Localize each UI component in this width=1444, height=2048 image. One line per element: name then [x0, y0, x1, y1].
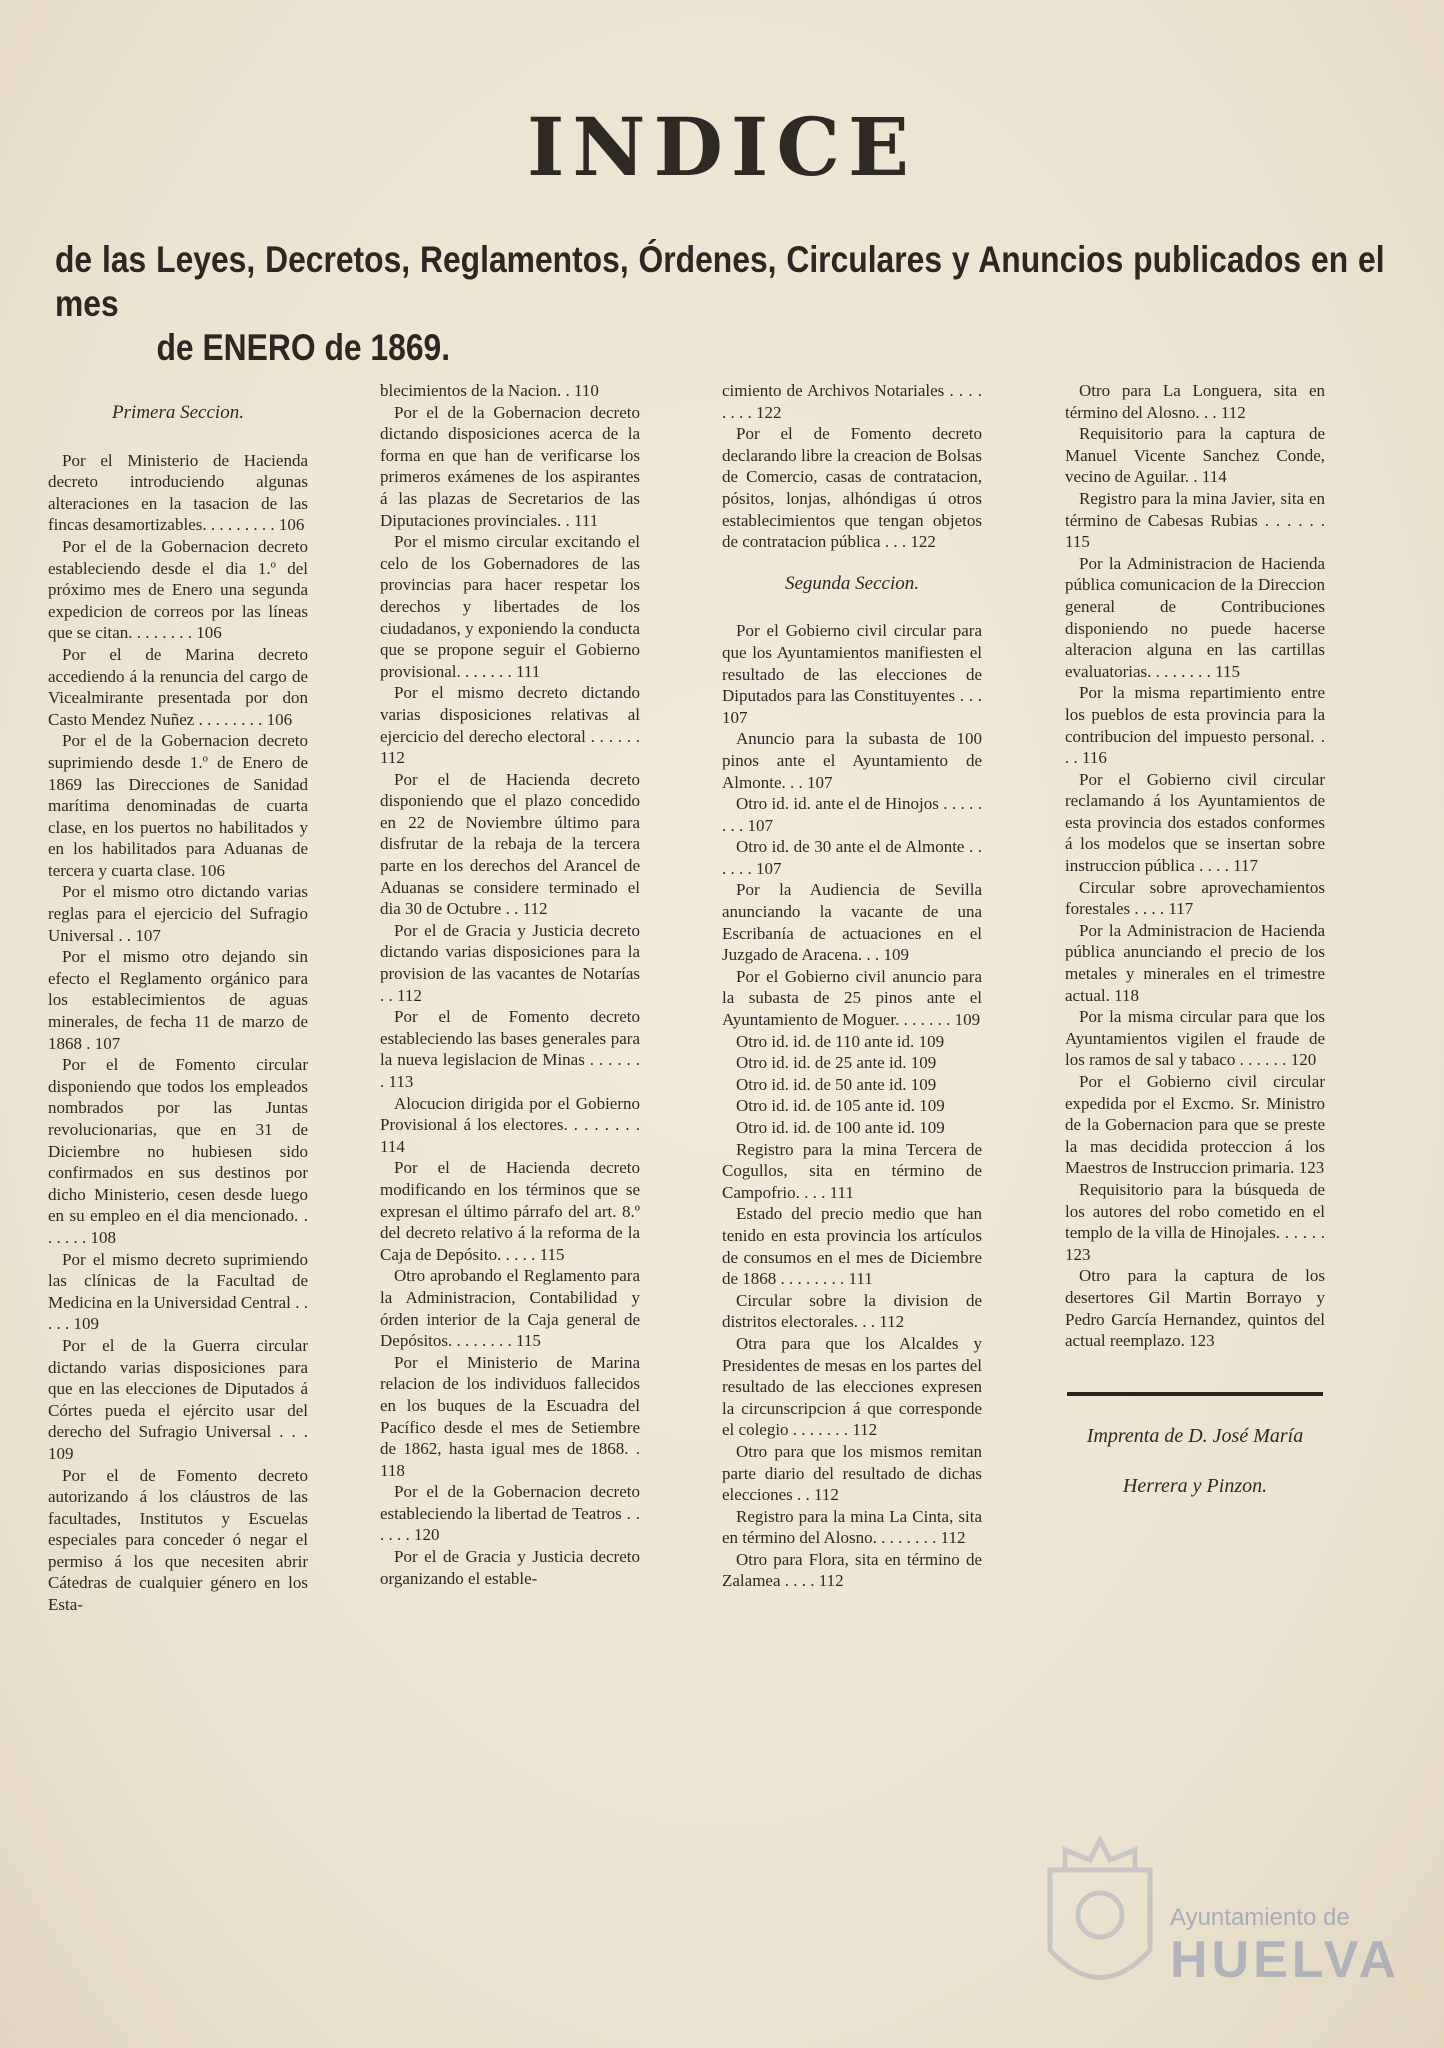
- index-entry: [1065, 1179, 1325, 1265]
- entry-page-number: 109: [919, 1096, 945, 1116]
- column-2: [380, 380, 640, 1589]
- entry-text: blecimientos de la Nacion. .: [380, 381, 570, 400]
- entry-text: Por el Gobierno civil circular para que los Ayuntamientos manifiesten el resultado de las elecciones de Diputados para las Constituyentes . . .: [722, 621, 982, 706]
- entry-page-number: 117: [1168, 899, 1194, 919]
- entry-page-number: 109: [919, 1118, 945, 1137]
- index-entry: [380, 1352, 640, 1482]
- entry-text: Por la misma repartimiento entre los pueblos de esta provincia para la contribucion del impuesto personal. . . .: [1065, 683, 1325, 768]
- entry-text: Estado del precio medio que han tenido en esta provincia los artículos de consumos en el mes de Diciembre de 1868 . . . . . . . .: [722, 1204, 982, 1289]
- entries-col-3a: [722, 380, 982, 553]
- index-entry: [722, 620, 982, 728]
- entry-text: Otro para la captura de los desertores Gil Martin Borrayo y Pedro García Hernandez, quintos del actual reemplazo.: [1065, 1266, 1325, 1351]
- index-entry: [1065, 1265, 1325, 1351]
- entry-page-number: 109: [883, 945, 909, 965]
- entry-page-number: 109: [954, 1010, 981, 1030]
- entry-page-number: 114: [1201, 467, 1227, 487]
- entry-page-number: 106: [196, 623, 222, 643]
- entry-page-number: 109: [910, 1074, 937, 1094]
- entry-page-number: 110: [574, 381, 599, 400]
- entry-page-number: 123: [1065, 1244, 1091, 1264]
- column-3: [722, 380, 982, 1592]
- index-entry: [722, 966, 982, 1031]
- entry-text: Requisitorio para la captura de Manuel Vicente Sanchez Conde, vecino de Aguilar. .: [1065, 424, 1325, 487]
- index-entry: [722, 1203, 982, 1289]
- entry-page-number: 122: [910, 532, 936, 552]
- entry-text: Por el mismo decreto dictando varias disposiciones relativas al ejercicio del derecho electoral . . . . . .: [380, 683, 640, 746]
- entry-text: Otro id. id. de 105 ante id.: [736, 1096, 915, 1116]
- entry-text: Alocucion dirigida por el Gobierno Provisional á los electores. . . . . . . .: [380, 1093, 640, 1135]
- entry-page-number: 108: [90, 1227, 116, 1247]
- entry-text: Por el de la Gobernacion decreto suprimiendo desde 1.º de Enero de 1869 las Direcciones de Sanidad marítima denominadas de cuarta clase, en los puertos no habilitados y en los habilitados para Aduanas de tercera y cuarta clase.: [48, 731, 308, 880]
- entry-text: Otro id. id. de 25 ante id.: [736, 1053, 907, 1073]
- imprint-line-2: Herrera y Pinzon.: [1122, 1474, 1268, 1497]
- index-entry: [722, 1031, 982, 1053]
- index-entry: [1065, 423, 1325, 488]
- index-entry: [722, 1139, 982, 1204]
- entry-text: Por el de Fomento circular disponiendo que todos los empleados nombrados por las Juntas revolucionarias, que en 31 de Diciembre no hubiesen sido confirmados en sus destinos por dicho Ministerio, cesen desde luego en su empleo en el dia mencionado. . . . . . .: [48, 1055, 308, 1247]
- index-entry: [722, 1333, 982, 1441]
- index-entry: [380, 920, 640, 1006]
- entry-text: Circular sobre aprovechamientos forestales . . . .: [1065, 877, 1325, 919]
- entry-text: Por el Gobierno civil anuncio para la subasta de 25 pinos ante el Ayuntamiento de Moguer. . . . . . .: [722, 966, 982, 1030]
- index-entry: [722, 1290, 982, 1333]
- entry-page-number: 107: [747, 815, 773, 835]
- entry-page-number: 106: [278, 515, 305, 535]
- index-entry: [1065, 877, 1325, 920]
- entry-page-number: 107: [94, 1033, 121, 1053]
- index-entry: [722, 423, 982, 553]
- entry-page-number: 122: [756, 402, 782, 422]
- index-entry: [722, 1052, 982, 1074]
- entry-page-number: 112: [380, 748, 405, 768]
- entry-text: cimiento de Archivos Notariales . . . . . . . .: [722, 381, 982, 422]
- column-4: [1065, 380, 1325, 1516]
- entry-text: Por el de Fomento decreto declarando libre la creacion de Bolsas de Comercio, casas de contratacion, pósitos, lonjas, alhóndigas ú otros establecimientos que tengan objetos de contratacion pública . . .: [722, 424, 982, 552]
- entry-page-number: 117: [1233, 856, 1258, 876]
- entry-text: Por el de la Gobernacion decreto estableciendo la libertad de Teatros . . . . . .: [380, 1482, 640, 1545]
- entry-page-number: 115: [516, 1331, 541, 1351]
- index-entry: [48, 644, 308, 730]
- entry-text: Otro id. de 30 ante el de Almonte . . . . . .: [722, 837, 982, 878]
- entry-page-number: 112: [940, 1528, 966, 1548]
- entry-page-number: 116: [1082, 748, 1107, 768]
- entry-text: Por el de Fomento decreto autorizando á los cláustros de las facultades, Institutos y Escuelas especiales para conceder ó negar el permiso á los que necesiten abrir Cátedras de cualquier género en los Esta-: [48, 1465, 308, 1615]
- entry-page-number: 111: [516, 661, 541, 681]
- index-entry: [1065, 553, 1325, 683]
- index-entry: [1065, 1006, 1325, 1071]
- index-entry: [380, 769, 640, 920]
- entry-text: Por la Administracion de Hacienda pública comunicacion de la Direccion general de Contribuciones disponiendo no puede hacerse alteracion alguna en las cartillas evaluatorias. . . . . . . .: [1065, 553, 1325, 681]
- entry-page-number: 112: [1220, 402, 1246, 422]
- entry-text: Otro para Flora, sita en término de Zalamea . . . .: [722, 1549, 982, 1591]
- entry-page-number: 107: [756, 858, 782, 878]
- entry-text: Por el de la Gobernacion decreto dictando disposiciones acerca de la forma en que han de verificarse los primeros exámenes de los aspirantes á las plazas de Secretarios de las Diputaciones provinciales. .: [380, 402, 640, 530]
- entry-page-number: 112: [397, 985, 422, 1005]
- entry-page-number: 118: [1114, 985, 1139, 1005]
- index-entry: [1065, 682, 1325, 768]
- entry-page-number: 106: [199, 860, 225, 880]
- entries-col-2: [380, 380, 640, 1589]
- entry-page-number: 111: [848, 1269, 873, 1289]
- entry-text: Otro id. id. de 110 ante id.: [736, 1031, 915, 1051]
- entry-page-number: 113: [388, 1072, 414, 1091]
- entry-page-number: 109: [73, 1314, 99, 1334]
- index-entry: [722, 380, 982, 423]
- entry-page-number: 123: [1189, 1331, 1215, 1351]
- index-entry: [722, 1506, 982, 1549]
- entry-text: Por la Administracion de Hacienda pública anunciando el precio de los metales y minerales en el trimestre actual.: [1065, 920, 1325, 1005]
- entry-text: Por el mismo otro dejando sin efecto el Reglamento orgánico para los establecimientos de aguas minerales, de fecha 11 de marzo de 1868 .: [48, 947, 308, 1053]
- entry-text: Por el mismo circular excitando el celo de los Gobernadores de las provincias para hacer respetar los derechos y libertades de los ciudadanos, y exponiendo la conducta que se propone seguir el Gobierno provisional. . . . . . .: [380, 532, 640, 681]
- entry-text: Por la Audiencia de Sevilla anunciando la vacante de una Escribanía de actuaciones en el Juzgado de Aracena. . .: [722, 880, 982, 965]
- index-entry: [48, 1249, 308, 1335]
- imprint-line-1: Imprenta de D. José María: [1086, 1424, 1304, 1447]
- entry-page-number: 107: [722, 707, 748, 727]
- subtitle-line-2: de ENERO de 1869.: [156, 327, 451, 368]
- index-entry: [722, 1441, 982, 1506]
- entry-text: Por el de Marina decreto accediendo á la renuncia del cargo de Vicealmirante presentada por don Casto Mendez Nuñez . . . . . . . .: [48, 644, 308, 729]
- entry-page-number: 109: [918, 1031, 945, 1051]
- entry-page-number: 112: [814, 1485, 839, 1505]
- entry-text: Registro para la mina Javier, sita en término de Cabesas Rubias . . . . . .: [1065, 488, 1325, 530]
- entry-text: Por el de la Guerra circular dictando varias disposiciones para que en las elecciones de Diputados á Córtes pueda el ejército usar del derecho del Sufragio Universal . . .: [48, 1335, 308, 1442]
- subtitle-line-1: de las Leyes, Decretos, Reglamentos, Órdenes, Circulares y Anuncios publicados en el mes: [55, 239, 1385, 324]
- index-entry: [380, 402, 640, 532]
- entry-page-number: 109: [910, 1053, 937, 1073]
- entry-page-number: 123: [1298, 1158, 1325, 1178]
- section-heading-primera: Primera Seccion.: [112, 402, 244, 423]
- index-entry: [380, 1093, 640, 1158]
- entry-text: Por el Gobierno civil circular expedida por el Excmo. Sr. Ministro de la Gobernacion para que se preste la mas decidida proteccion á los Maestros de Instruccion primaria.: [1065, 1072, 1325, 1178]
- entry-text: Otro id. id. de 50 ante id.: [736, 1074, 907, 1094]
- index-entry: [1065, 488, 1325, 553]
- index-entry: [380, 1157, 640, 1265]
- entry-text: Por la misma circular para que los Ayuntamientos vigilen el fraude de los ramos de sal y tabaco . . . . . .: [1065, 1007, 1325, 1070]
- entry-page-number: 106: [266, 709, 293, 729]
- entry-page-number: 109: [48, 1443, 74, 1463]
- index-entry: [380, 531, 640, 682]
- index-entry: [48, 730, 308, 881]
- entry-text: Por el de Gracia y Justicia decreto organizando el estable-: [380, 1547, 640, 1588]
- index-entry: [1065, 920, 1325, 1006]
- entries-col-3b: [722, 620, 982, 1592]
- entry-text: Por el mismo decreto suprimiendo las clínicas de la Facultad de Medicina en la Universidad Central . . . . .: [48, 1249, 308, 1334]
- entry-text: Por el mismo otro dictando varias reglas para el ejercicio del Sufragio Universal . .: [48, 882, 308, 945]
- index-entry: [722, 879, 982, 965]
- index-entry: [722, 1117, 982, 1139]
- index-entry: [722, 728, 982, 793]
- entry-text: Anuncio para la subasta de 100 pinos ante el Ayuntamiento de Almonte. . .: [722, 729, 982, 792]
- index-entry: [48, 946, 308, 1054]
- index-entry: [1065, 1071, 1325, 1179]
- index-entry: [380, 682, 640, 768]
- entry-page-number: 120: [414, 1525, 440, 1545]
- entry-page-number: 118: [380, 1460, 405, 1480]
- entry-page-number: 115: [1215, 661, 1241, 681]
- entry-page-number: 111: [829, 1182, 854, 1202]
- index-entry: [722, 1549, 982, 1592]
- index-entry: [48, 1335, 308, 1465]
- page-title: INDICE: [527, 100, 917, 194]
- entry-text: Registro para la mina La Cinta, sita en término del Alosno. . . . . . . .: [722, 1506, 982, 1548]
- index-entry: [722, 836, 982, 879]
- index-entry: [48, 1465, 308, 1616]
- entry-page-number: 112: [852, 1420, 878, 1440]
- entry-text: Requisitorio para la búsqueda de los autores del robo cometido en el templo de la villa de Hinojales. . . . . .: [1065, 1179, 1325, 1243]
- index-entry: [380, 1481, 640, 1546]
- section-heading-segunda: Segunda Seccion.: [784, 572, 919, 594]
- entry-text: Por el de Hacienda decreto modificando en los términos que se expresan el último párrafo del art. 8.º del decreto relativo á la reforma de la Caja de Depósito. . . . .: [380, 1158, 640, 1264]
- entries-col-1: [48, 450, 308, 1616]
- index-entry: [722, 1074, 982, 1096]
- index-entry: [722, 793, 982, 836]
- column-1: [48, 380, 308, 1616]
- entry-text: Otro id. id. de 100 ante id.: [736, 1118, 915, 1137]
- index-entry: [48, 881, 308, 946]
- index-entry: [380, 1546, 640, 1589]
- entries-col-4: [1065, 380, 1325, 1352]
- entry-page-number: 112: [879, 1312, 905, 1332]
- index-entry: [1065, 380, 1325, 423]
- entry-text: Por el de la Gobernacion decreto estableciendo desde el dia 1.º del próximo mes de Enero una segunda expedicion de correos por las líneas que se citan. . . . . . . .: [48, 536, 308, 643]
- index-entry: [722, 1095, 982, 1117]
- index-entry: [48, 536, 308, 644]
- entry-page-number: 115: [539, 1244, 565, 1264]
- entry-text: Otro aprobando el Reglamento para la Administracion, Contabilidad y órden interior de la Caja general de Depósitos. . . . . . . .: [380, 1266, 640, 1351]
- index-entry: [380, 380, 640, 402]
- entry-page-number: 112: [818, 1571, 844, 1591]
- entry-page-number: 120: [1290, 1050, 1317, 1070]
- entry-text: Por el Ministerio de Marina relacion de los individuos fallecidos en los buques de la Escuadra del Pacífico desde el mes de Setiembre de 1862, hasta igual mes de 1868. .: [380, 1352, 640, 1459]
- entry-text: Por el de Gracia y Justicia decreto dictando varias disposiciones para la provision de las vacantes de Notarías . .: [380, 920, 640, 1005]
- entry-text: Por el de Fomento decreto estableciendo las bases generales para la nueva legislacion de Minas . . . . . . .: [380, 1007, 640, 1091]
- entry-page-number: 115: [1065, 532, 1090, 552]
- index-entry: [380, 1265, 640, 1351]
- entry-text: Circular sobre la division de distritos electorales. . .: [722, 1290, 982, 1332]
- entry-page-number: 107: [807, 772, 833, 792]
- watermark-line-1: Ayuntamiento de: [1170, 1904, 1350, 1931]
- index-entry: [48, 450, 308, 536]
- entry-text: Registro para la mina Tercera de Cogullos, sita en término de Campofrio. . . .: [722, 1139, 982, 1202]
- divider-rule: [1067, 1392, 1323, 1396]
- entry-text: Otro para que los mismos remitan parte diario del resultado de dichas elecciones . .: [722, 1441, 982, 1505]
- entry-page-number: 112: [522, 899, 548, 919]
- watermark-line-2: HUELVA: [1170, 1931, 1401, 1989]
- entry-page-number: 107: [135, 925, 161, 945]
- entry-page-number: 114: [380, 1136, 405, 1156]
- entry-text: Otro id. id. ante el de Hinojos . . . . . . . .: [722, 794, 982, 835]
- entry-text: Por el de Hacienda decreto disponiendo que el plazo concedido en 22 de Noviembre último para disfrutar de la rebaja de la tercera parte en los derechos del Arancel de Aduanas se considere terminado el dia 30 de Octubre . .: [380, 769, 640, 919]
- entry-page-number: 111: [574, 510, 599, 530]
- entry-text: Por el Gobierno civil circular reclamando á los Ayuntamientos de esta provincia dos estados conformes á los modelos que se insertan sobre instruccion pública . . . .: [1065, 769, 1325, 876]
- index-entry: [380, 1006, 640, 1092]
- page-subtitle: [55, 238, 1385, 370]
- index-entry: [1065, 769, 1325, 877]
- index-entry: [48, 1054, 308, 1248]
- entry-text: Por el Ministerio de Hacienda decreto introduciendo algunas alteraciones en la tasacion de las fincas desamortizables. . . . . . . . .: [48, 450, 308, 535]
- entry-text: Otro para La Longuera, sita en término del Alosno. . .: [1065, 381, 1325, 422]
- entry-text: Otra para que los Alcaldes y Presidentes de mesas en los partes del resultado de las elecciones expresen la circunscripcion á que corresponde el colegio . . . . . . .: [722, 1333, 982, 1440]
